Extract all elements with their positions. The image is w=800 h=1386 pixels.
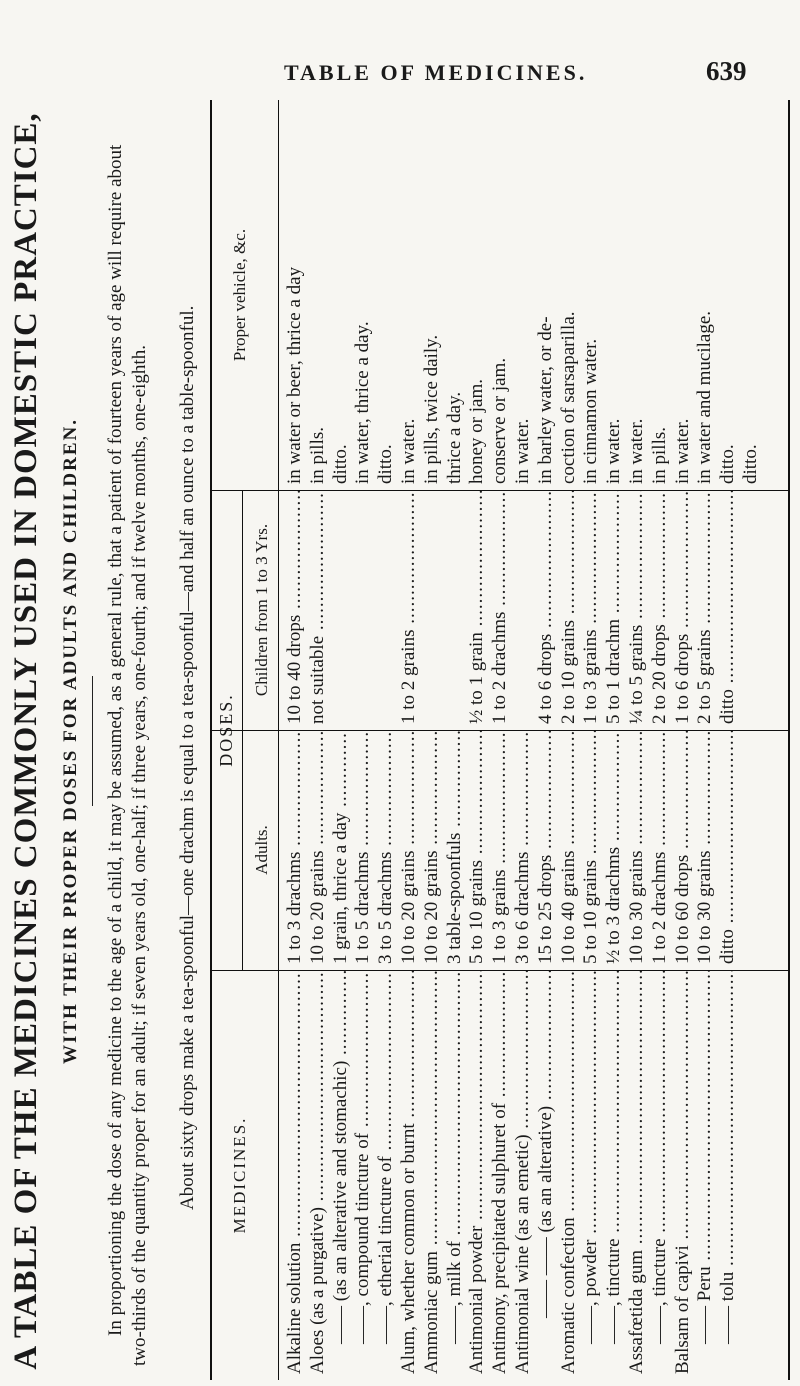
vehicle-row: in water or beer, thrice a day [284,266,305,484]
children-header: Children from 1 to 3 Yrs. [252,523,271,697]
adult-dose-row: 1 to 2 drachms ..... [649,731,672,970]
adult-dose-row: 10 to 60 drops ..... [672,731,695,970]
medicine-row: Assafœtida gum ..... [626,971,649,1380]
title-rule [92,676,93,806]
child-dose-row [352,491,375,730]
medicine-row: Antimonial wine (as an emetic) ..... [512,971,535,1380]
adult-dose-row: 1 grain, thrice a day ..... [330,731,353,970]
child-dose-row [512,491,535,730]
vehicle-row: in water. [511,418,533,484]
child-dose-row: 4 to 6 drops ..... [535,491,558,730]
vehicle-row: ditto. [739,444,761,484]
child-dose-row: ditto ..... [717,491,740,730]
adult-dose-row: 5 to 10 grains ..... [580,731,603,970]
children-doses-list [284,491,740,730]
vehicle-row: thrice a day. [443,391,465,484]
medicine-row: Alkaline solution ..... [284,971,307,1380]
medicine-row: ——, tincture ..... [649,971,672,1380]
child-dose-row: ¼ to 5 grains ..... [626,491,649,730]
adult-dose-row: ditto ..... [717,731,740,970]
adult-dose-row: 10 to 30 grains ..... [626,731,649,970]
adult-dose-row: 10 to 30 grains ..... [694,731,717,970]
adult-dose-row: 10 to 40 grains ..... [558,731,581,970]
vehicle-row: in pills, twice daily. [420,334,442,484]
header-rule [278,491,279,730]
header-rule [278,731,279,970]
doses-header: DOSES. [216,693,236,767]
rotated-table-page [0,96,790,1386]
medicines-column [212,970,788,1380]
vehicle-row: ditto. [329,444,351,484]
table-title: A TABLE OF THE MEDICINES COMMONLY USED IN DOMESTIC PRACTICE, [8,112,44,1370]
medicines-header: MEDICINES. [230,1116,249,1234]
running-head-title: TABLE OF MEDICINES. [284,60,588,85]
adult-dose-row: 3 to 5 drachms ..... [375,731,398,970]
medicine-row: —— (as an alterative and stomachic) ..... [330,971,353,1380]
child-dose-row: 5 to 1 drachm ..... [603,491,626,730]
adult-dose-row: 1 to 5 drachms ..... [352,731,375,970]
medicine-row: ——, etherial tincture of ..... [375,971,398,1380]
medicine-row: Aloes (as a purgative) ..... [307,971,330,1380]
vehicle-row: in cinnamon water. [580,338,602,484]
medicine-row: ——, milk of ..... [444,971,467,1380]
vehicle-row: in barley water, or de- [534,316,556,484]
medicine-row: Alum, whether common or burnt ..... [398,971,421,1380]
adult-dose-row: 10 to 20 grains ..... [398,731,421,970]
adult-dose-row: 3 table-spoonfuls ..... [444,731,467,970]
medicine-row: —— —— (as an alterative) ..... [535,971,558,1380]
vehicle-row: ditto. [375,444,397,484]
adult-dose-row: 1 to 3 drachms ..... [284,731,307,970]
children-column [212,490,788,730]
medicine-row: Balsam of capivi ..... [672,971,695,1380]
vehicle-row: in water and mucilage. [694,310,716,484]
vehicle-row: honey or jam. [466,378,488,484]
adults-header: Adults. [252,825,271,875]
table-subtitle: WITH THEIR PROPER DOSES FOR ADULTS AND CHILDREN. [60,417,81,1065]
vehicle-row: in water. [603,418,625,484]
medicine-row: Aromatic confection ..... [558,971,581,1380]
child-dose-row: 1 to 2 grains ..... [398,491,421,730]
medicine-row: Antimony, precipitated sulphuret of ..... [489,971,512,1380]
vehicle-row: in water, thrice a day. [352,321,374,484]
child-dose-row: 2 to 5 grains ..... [694,491,717,730]
vehicle-header: Proper vehicle, &c. [230,228,249,362]
medicine-row: ——, tincture ..... [603,971,626,1380]
child-dose-row: 2 to 10 grains ..... [558,491,581,730]
child-dose-row: 1 to 2 drachms ..... [489,491,512,730]
child-dose-row [330,491,353,730]
adults-doses-list [284,731,740,970]
vehicle-list [284,100,763,490]
medicine-row: ——, compound tincture of ..... [352,971,375,1380]
vehicle-row: in pills. [648,426,670,484]
vehicle-row: in water. [397,418,419,484]
adult-dose-row: 10 to 20 grains ..... [421,731,444,970]
header-rule [278,100,279,490]
header-rule [278,971,279,1380]
vehicle-row: in water. [671,418,693,484]
adult-dose-row: 15 to 25 drops ..... [535,731,558,970]
child-dose-row [421,491,444,730]
vehicle-row: in water. [625,418,647,484]
measure-note: About sixty drops make a tea-spoonful—one drachm is equal to a tea-spoonful—and half an ounce to a table-spoonful. [177,305,198,1210]
medicine-row: ——, powder ..... [580,971,603,1380]
medicine-row: Ammoniac gum ..... [421,971,444,1380]
vehicle-row: in pills. [306,426,328,484]
vehicle-row: ditto. [717,444,739,484]
page-number: 639 [706,56,747,86]
medicines-table [210,100,790,1380]
adult-dose-row: 1 to 3 grains ..... [489,731,512,970]
child-dose-row: ½ to 1 grain ..... [466,491,489,730]
vehicle-row: conserve or jam. [489,357,511,484]
adults-column [212,730,788,970]
medicines-list [284,971,740,1380]
running-head [0,0,800,110]
child-dose-row: 1 to 3 grains ..... [580,491,603,730]
child-dose-row: 10 to 40 drops ..... [284,491,307,730]
adult-dose-row: 10 to 20 grains ..... [307,731,330,970]
medicine-row: —— tolu ..... [717,971,740,1380]
vehicle-column [212,100,788,490]
vehicle-row: coction of sarsaparilla. [557,311,579,484]
child-dose-row: 2 to 20 drops ..... [649,491,672,730]
child-dose-row [375,491,398,730]
child-dose-row: not suitable ..... [307,491,330,730]
adult-dose-row: 3 to 6 drachms ..... [512,731,535,970]
adult-dose-row: ½ to 3 drachms ..... [603,731,626,970]
medicine-row: Antimonial powder ..... [466,971,489,1380]
adult-dose-row: 5 to 10 grains ..... [466,731,489,970]
intro-paragraph: In proportioning the dose of any medicine to the age of a child, it may be assumed, as a general rule, that a patient of fourteen years of age will require about two-thirds of the quantity proper for an adult; if seven years old, one-half; if three years, one-fourth; and if twelve months, one-eighth. [105,144,150,1366]
child-dose-row [444,491,467,730]
medicine-row: —— Peru ..... [694,971,717,1380]
child-dose-row: 1 to 6 drops ..... [672,491,695,730]
